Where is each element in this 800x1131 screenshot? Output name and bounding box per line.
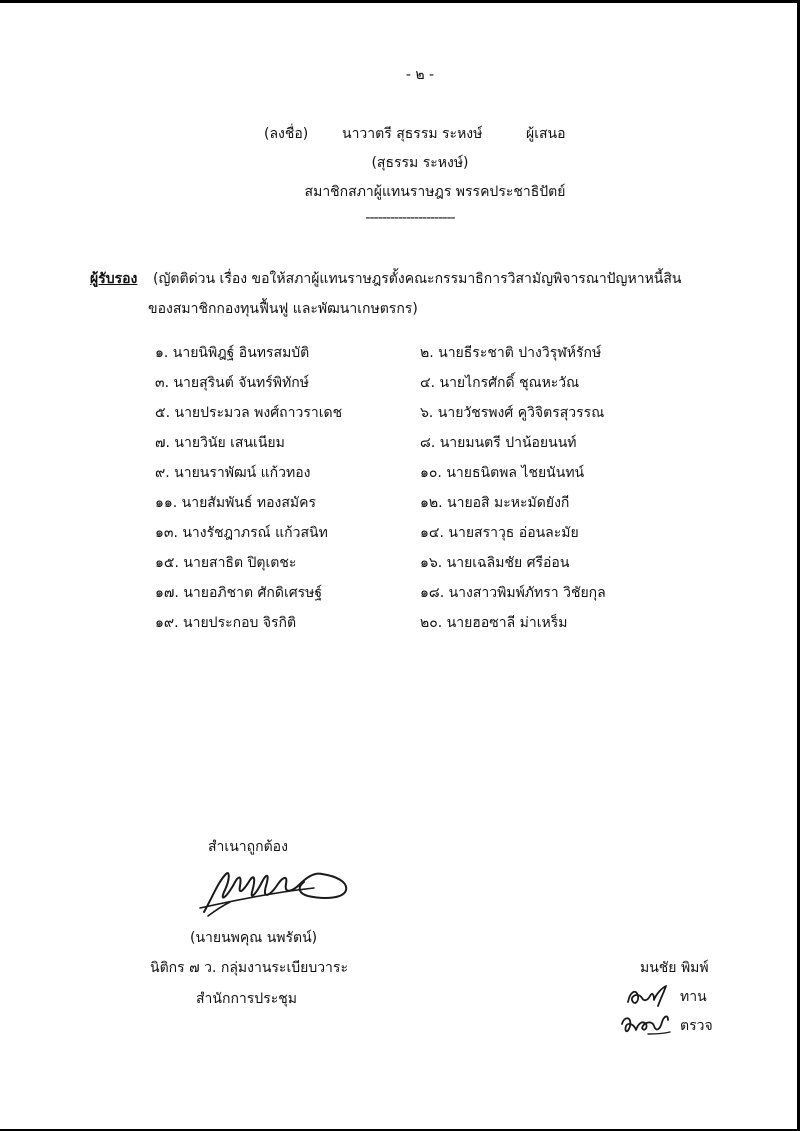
endorser-item: ๑๔. นายสราวุธ อ่อนละมัย <box>420 525 579 541</box>
endorser-item: ๗. นายวินัย เสนเนียม <box>155 435 285 451</box>
endorser-item: ๑๕. นายสาธิต ปิตุเตชะ <box>155 555 297 571</box>
reviewer-initials <box>624 982 670 1010</box>
endorser-item: ๑๑. นายสัมพันธ์ ทองสมัคร <box>155 495 317 511</box>
endorsement-description-line1: (ญัตติด่วน เรื่อง ขอให้สภาผู้แทนราษฎรตั้งคณะกรรมาธิการวิสามัญพิจารณาปัญหาหนี้สิน <box>153 271 682 287</box>
endorser-item: ๘. นายมนตรี ปาน้อยนนท์ <box>420 435 577 451</box>
endorser-item: ๑๘. นางสาวพิมพ์ภัทรา วิชัยกุล <box>420 585 606 601</box>
sign-label: (ลงชื่อ) <box>264 126 309 142</box>
section-divider: ---------------------- <box>365 210 455 226</box>
signer-name: นาวาตรี สุธรรม ระหงษ์ <box>342 126 483 142</box>
endorser-item: ๑๗. นายอภิชาต ศักดิเศรษฐ์ <box>155 585 323 601</box>
endorser-item: ๑๐. นายธนิตพล ไชยนันทน์ <box>420 465 585 481</box>
certifier-office: สำนักการประชุม <box>196 991 297 1007</box>
checked-label: ตรวจ <box>680 1018 713 1034</box>
endorser-item: ๔. นายไกรศักดิ์ ชุณหะวัณ <box>420 375 580 391</box>
certifier-title: นิติกร ๗ ว. กลุ่มงานระเบียบวาระ <box>150 960 348 976</box>
proofread-label: ทาน <box>680 989 707 1005</box>
handwritten-signature <box>196 862 356 918</box>
endorser-item: ๕. นายประมวล พงศ์ถาวราเดช <box>155 405 343 421</box>
endorser-item: ๑๒. นายอสิ มะหะมัดยังกี <box>420 495 570 511</box>
page-number: - ๒ - <box>405 67 435 83</box>
page-border-top <box>0 0 800 3</box>
endorsement-description-line2: ของสมาชิกกองทุนฟื้นฟู และพัฒนาเกษตรกร) <box>148 301 418 317</box>
endorser-item: ๙. นายนราพัฒน์ แก้วทอง <box>155 465 311 481</box>
endorser-item: ๑๓. นางรัชฎาภรณ์ แก้วสนิท <box>155 525 328 541</box>
endorser-item: ๖. นายวัชรพงศ์ คูวิจิตรสุวรรณ <box>420 405 605 421</box>
endorser-item: ๑๙. นายประกอบ จิรกิติ <box>155 615 297 631</box>
endorser-item: ๒๐. นายฮอซาลี ม่าเหร็ม <box>420 615 568 631</box>
signer-name-parens: (สุธรรม ระหงษ์) <box>371 155 469 171</box>
endorsers-right-column <box>420 344 606 644</box>
certified-copy-label: สำเนาถูกต้อง <box>208 839 288 855</box>
checker-initials <box>618 1010 672 1038</box>
endorser-item: ๓. นายสุรินต์ จันทร์พิทักษ์ <box>155 375 309 391</box>
endorsers-left-column <box>155 344 342 644</box>
typist-name: มนชัย พิมพ์ <box>640 960 709 976</box>
signer-position: สมาชิกสภาผู้แทนราษฎร พรรคประชาธิปัตย์ <box>304 184 566 200</box>
endorsement-heading: ผู้รับรอง <box>90 271 138 287</box>
signer-role: ผู้เสนอ <box>526 126 566 142</box>
certifier-name: (นายนพคุณ นพรัตน์) <box>190 930 318 946</box>
endorser-item: ๒. นายธีระชาติ ปางวิรุฬห์รักษ์ <box>420 345 602 361</box>
endorser-item: ๑๖. นายเฉลิมชัย ศรีอ่อน <box>420 555 570 571</box>
endorser-item: ๑. นายนิพิฎฐ์ อินทรสมบัติ <box>155 345 310 361</box>
